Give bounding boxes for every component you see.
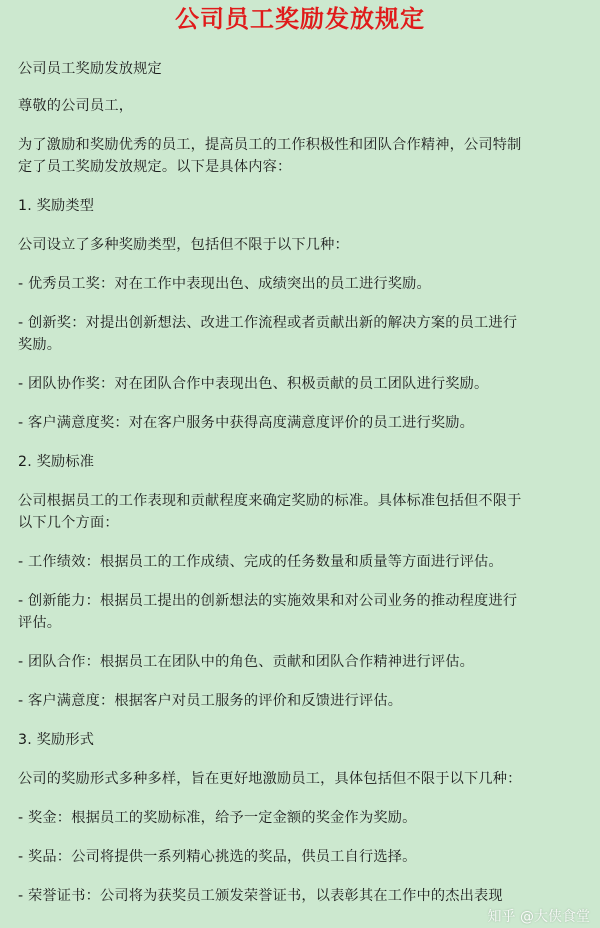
list-item: - 团队合作：根据员工在团队中的角色、贡献和团队合作精神进行评估。 xyxy=(18,654,475,670)
list-item: - 客户满意度奖：对在客户服务中获得高度满意度评价的员工进行奖励。 xyxy=(18,415,475,431)
list-item: - 奖品：公司将提供一系列精心挑选的奖品，供员工自行选择。 xyxy=(18,849,417,865)
list-item: - 荣誉证书：公司将为获奖员工颁发荣誉证书，以表彰其在工作中的杰出表现 xyxy=(18,888,503,904)
text-line: 公司员工奖励发放规定 xyxy=(18,61,162,77)
watermark: 知乎 @大侠食堂 xyxy=(487,909,590,925)
document-title: 公司员工奖励发放规定 xyxy=(175,4,425,33)
text-line: 尊敬的公司员工， xyxy=(18,98,134,114)
list-item-continued: 奖励。 xyxy=(18,337,62,353)
list-item: - 优秀员工奖：对在工作中表现出色、成绩突出的员工进行奖励。 xyxy=(18,276,431,292)
text-line: 以下几个方面： xyxy=(18,515,119,531)
section-heading: 1. 奖励类型 xyxy=(18,198,95,214)
section-heading: 3. 奖励形式 xyxy=(18,732,95,748)
list-item: - 创新能力：根据员工提出的创新想法的实施效果和对公司业务的推动程度进行 xyxy=(18,593,518,609)
list-item: - 团队协作奖：对在团队合作中表现出色、积极贡献的员工团队进行奖励。 xyxy=(18,376,489,392)
text-line: 为了激励和奖励优秀的员工，提高员工的工作积极性和团队合作精神，公司特制 xyxy=(18,137,522,153)
list-item-continued: 评估。 xyxy=(18,615,62,631)
text-line: 公司根据员工的工作表现和贡献程度来确定奖励的标准。具体标准包括但不限于 xyxy=(18,493,522,509)
list-item: - 工作绩效：根据员工的工作成绩、完成的任务数量和质量等方面进行评估。 xyxy=(18,554,503,570)
section-heading: 2. 奖励标准 xyxy=(18,454,95,470)
list-item: - 奖金：根据员工的奖励标准，给予一定金额的奖金作为奖励。 xyxy=(18,810,417,826)
text-line: 公司的奖励形式多种多样，旨在更好地激励员工，具体包括但不限于以下几种： xyxy=(18,771,522,787)
list-item: - 客户满意度：根据客户对员工服务的评价和反馈进行评估。 xyxy=(18,693,403,709)
text-line: 公司设立了多种奖励类型，包括但不限于以下几种： xyxy=(18,237,349,253)
text-line: 定了员工奖励发放规定。以下是具体内容： xyxy=(18,159,292,175)
list-item: - 创新奖：对提出创新想法、改进工作流程或者贡献出新的解决方案的员工进行 xyxy=(18,315,518,331)
